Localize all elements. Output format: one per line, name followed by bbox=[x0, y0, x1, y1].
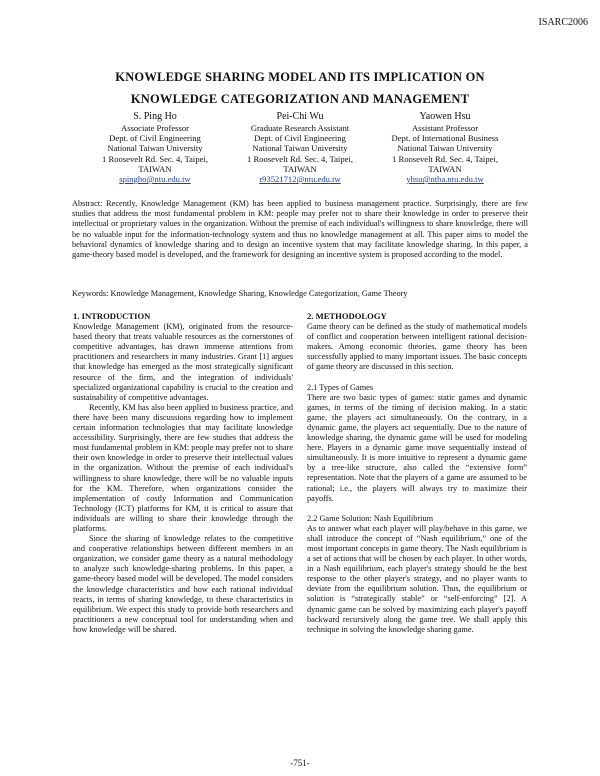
author-email-link[interactable]: spingho@ntu.edu.tw bbox=[119, 174, 191, 185]
intro-paragraph-3: Since the sharing of knowledge relates to the competitive and cooperative relationships between different members in an organization, we consider game theory as a natural methodology to analyze such knowledge-sharing problems. In this paper, a game-theory based model will be developed. The model considers the knowledge characteristics and how each rational individual reacts, in terms of sharing knowledge, to these characteristics in equilibrium. We expect this study to provide both researchers and practitioners a new conceptual tool for understanding when and how knowledge will be shared. bbox=[73, 534, 293, 634]
author-address: 1 Roosevelt Rd. Sec. 4, Taipei, bbox=[102, 153, 208, 164]
author-1 bbox=[85, 110, 225, 184]
author-name: Yaowen Hsu bbox=[419, 111, 471, 122]
author-dept: Dept. of Civil Engineering bbox=[254, 133, 346, 144]
author-position: Assistant Professor bbox=[411, 123, 479, 133]
author-country: TAIWAN bbox=[138, 163, 172, 174]
title-line-1: KNOWLEDGE SHARING MODEL AND ITS IMPLICATION ON bbox=[115, 70, 485, 84]
right-column bbox=[307, 311, 527, 635]
author-email-link[interactable]: yhsu@ntba.ntu.edu.tw bbox=[406, 174, 484, 185]
subsection-heading-types-of-games: 2.1 Types of Games bbox=[307, 382, 374, 392]
left-column bbox=[73, 311, 293, 635]
author-country: TAIWAN bbox=[428, 163, 462, 174]
author-dept: Dept. of International Business bbox=[391, 133, 499, 144]
author-name: S. Ping Ho bbox=[133, 111, 177, 122]
author-position: Associate Professor bbox=[120, 123, 190, 133]
page-number: -751- bbox=[290, 758, 310, 768]
section-heading-introduction: 1. INTRODUCTION bbox=[73, 311, 151, 321]
author-university: National Taiwan University bbox=[252, 143, 348, 154]
intro-paragraph-1: Knowledge Management (KM), originated from the resource-based theory that treats valuable resources as the cornerstones of competitive advantages, has drawn immense attentions from practitioners and researchers in many industries. Grant [1] argues that knowledge has emerged as the most strategically significant resource of the firm, and the integration of individuals' specialized organizational capability is crucial to the creation and sustainability of competitive advantages. bbox=[73, 322, 293, 402]
intro-paragraph-2: Recently, KM has also been applied to business practice, and there have been many discussions regarding how to implement certain information technologies that may facilitate knowledge accessibility. Surprisingly, there are few studies that address the most fundamental problem in KM: people may prefer not to share their own knowledge in order to preserve their intellectual values in the organization. Without the premise of each individual's willingness to share knowledge, there will be no valuable inputs for the KM. Therefore, when organizations consider the implementation of costly Information and Communication Technology (ICT) platforms for KM, it is critical to assure that individuals are willing to share their knowledge through the platforms. bbox=[73, 402, 293, 533]
keywords: Keywords: Knowledge Management, Knowledge Sharing, Knowledge Categorization, Game Theory bbox=[72, 289, 408, 298]
paper-title bbox=[0, 66, 600, 110]
author-country: TAIWAN bbox=[283, 163, 317, 174]
author-list bbox=[85, 110, 515, 184]
author-address: 1 Roosevelt Rd. Sec. 4, Taipei, bbox=[247, 153, 353, 164]
author-dept: Dept. of Civil Engineering bbox=[109, 133, 201, 144]
methodology-paragraph-2: There are two basic types of games: static games and dynamic games, in terms of the timing of decision making. In a static game, the players act simultaneously. On the contrary, in a dynamic game, the players act sequentially. Due to the nature of knowledge sharing, the dynamic game will be used for modeling here. Players in a dynamic game move sequentially instead of simultaneously. It is more intuitive to represent a dynamic game by a tree-like structure, also called the “extensive form” representation. Note that the players of a game are assumed to be rational; i.e., the players will always try to maximize their payoffs. bbox=[307, 392, 527, 503]
methodology-paragraph-3: As to answer what each player will play/behave in this game, we shall introduce the concept of “Nash equilibrium,” one of the most important concepts in game theory. The Nash equilibrium is a set of actions that will be chosen by each player. In other words, in a Nash equilibrium, each player's strategy should be the best response to the other player's strategy, and no player wants to deviate from the equilibrium solution. Thus, the equilibrium or solution is “strategically stable” or “self-enforcing” [2]. A dynamic game can be solved by maximizing each player's payoff backward recursively along the game tree. We shall apply this technique in solving the knowledge sharing game. bbox=[307, 523, 527, 634]
conference-tag: ISARC2006 bbox=[538, 17, 588, 28]
methodology-paragraph-1: Game theory can be defined as the study of mathematical models of conflict and cooperation between intelligent rational decision-makers. Among economic theories, game theory has been successfully applied to many important issues. The basic concepts of game theory are discussed in this section. bbox=[307, 322, 527, 372]
author-address: 1 Roosevelt Rd. Sec. 4, Taipei, bbox=[392, 153, 498, 164]
author-university: National Taiwan University bbox=[397, 143, 493, 154]
author-email-link[interactable]: r93521712@ntu.edu.tw bbox=[259, 174, 341, 185]
title-line-2: KNOWLEDGE CATEGORIZATION AND MANAGEMENT bbox=[130, 92, 470, 106]
abstract: Abstract: Recently, Knowledge Management (KM) has been applied to business management practice. Surprisingly, there are few studies that address the most fundamental problem in KM: people may prefer not to share their knowledge in order to preserve their intellectual or proprietary values in the organization. Without the premise of each individual's willingness to share knowledge, there will be no valuable input for the information-technology system and thus no knowledge management at all. This paper aims to model the behavioral dynamics of knowledge sharing and to design an incentive system that may facilitate knowledge sharing. In this paper, a game-theory based model is developed, and the framework for designing an incentive system is proposed according to the model. bbox=[72, 199, 528, 260]
author-3 bbox=[375, 110, 515, 184]
section-heading-methodology: 2. METHODOLOGY bbox=[307, 311, 387, 321]
author-position: Graduate Research Assistant bbox=[250, 123, 350, 133]
author-2 bbox=[230, 110, 370, 184]
subsection-heading-nash-equilibrium: 2.2 Game Solution: Nash Equilibrium bbox=[307, 513, 434, 523]
author-university: National Taiwan University bbox=[107, 143, 203, 154]
author-name: Pei-Chi Wu bbox=[276, 111, 324, 122]
